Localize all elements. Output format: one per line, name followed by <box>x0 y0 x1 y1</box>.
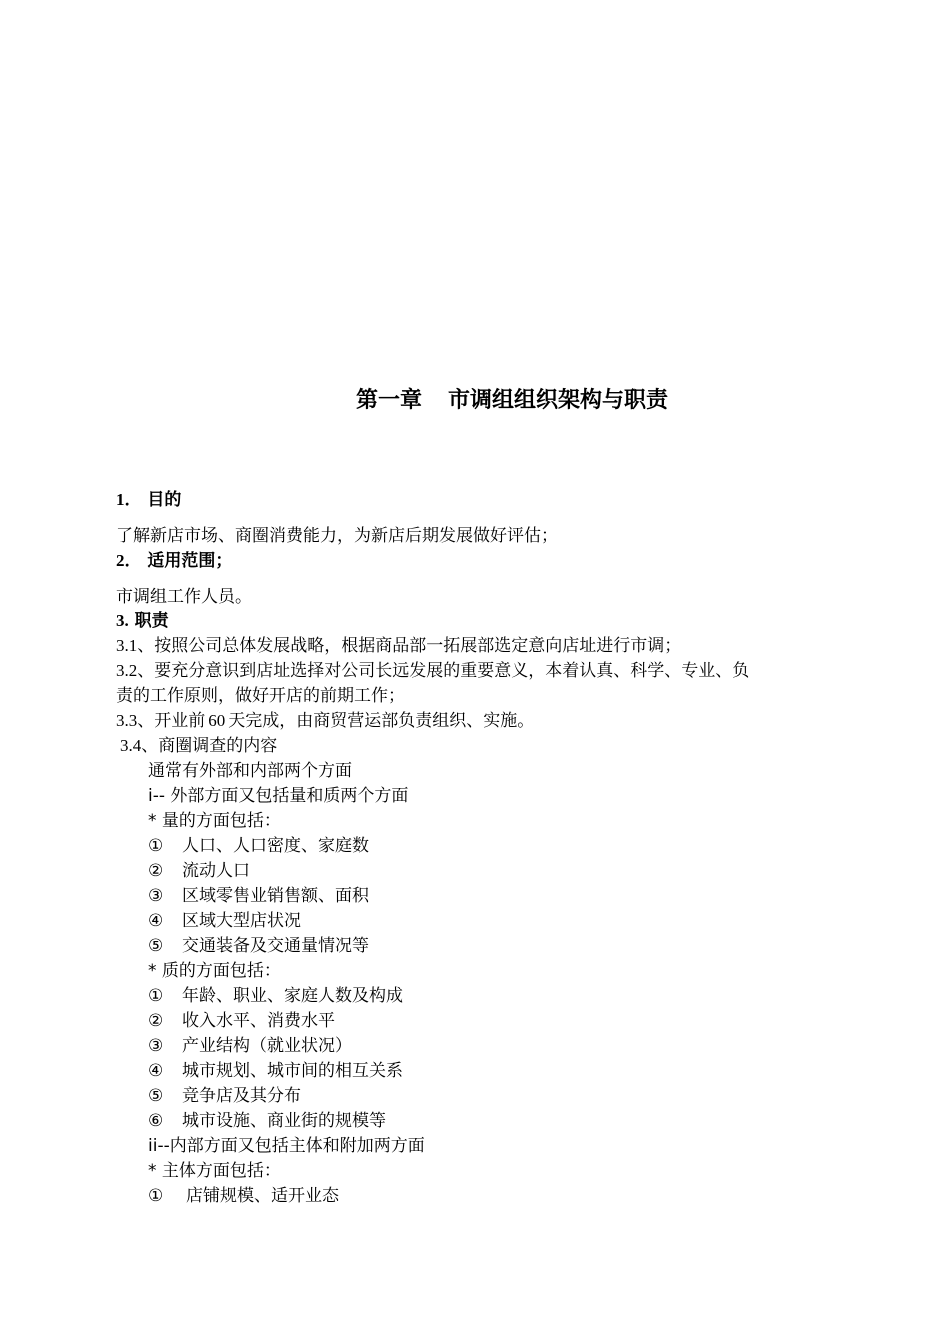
list-item: ③ 产业结构（就业状况） <box>148 1036 352 1056</box>
list-item: ① 年龄、职业、家庭人数及构成 <box>148 986 403 1006</box>
list-item: ③ 区域零售业销售额、面积 <box>148 886 369 906</box>
list-item: ⑤ 竞争店及其分布 <box>148 1086 301 1106</box>
main-heading: * 主体方面包括： <box>148 1161 281 1181</box>
chapter-title <box>356 383 668 414</box>
section-3-1: 3.1、按照公司总体发展战略，根据商品部一拓展部选定意向店址进行市调； <box>116 636 682 656</box>
section-3-2-continued: 责的工作原则，做好开店的前期工作； <box>116 686 405 706</box>
section-3-heading: 3. 职责 <box>116 611 169 631</box>
section-3-3: 3.3、开业前 60 天完成，由商贸营运部负责组织、实施。 <box>116 711 535 731</box>
section-3-4: 3.4、商圈调查的内容 <box>120 736 278 756</box>
list-item: ② 收入水平、消费水平 <box>148 1011 335 1031</box>
chapter-name: 市调组组织架构与职责 <box>448 388 669 413</box>
list-item: ② 流动人口 <box>148 861 250 881</box>
quantity-heading: * 量的方面包括： <box>148 811 281 831</box>
content-intro: 通常有外部和内部两个方面 <box>148 761 352 781</box>
section-3-2: 3.2、要充分意识到店址选择对公司长远发展的重要意义，本着认真、科学、专业、负 <box>116 661 750 681</box>
section-1-body: 了解新店市场、商圈消费能力，为新店后期发展做好评估； <box>116 526 558 546</box>
list-item: ① 店铺规模、适开业态 <box>148 1186 339 1206</box>
list-item: ④ 城市规划、城市间的相互关系 <box>148 1061 403 1081</box>
section-2-body: 市调组工作人员。 <box>116 587 252 607</box>
section-2-heading: 2． 适用范围； <box>116 551 233 571</box>
external-heading: i-- 外部方面又包括量和质两个方面 <box>148 786 409 806</box>
list-item: ④ 区域大型店状况 <box>148 911 301 931</box>
section-1-heading: 1． 目的 <box>116 490 182 510</box>
list-item: ⑤ 交通装备及交通量情况等 <box>148 936 369 956</box>
quality-heading: * 质的方面包括： <box>148 961 281 981</box>
internal-heading: ii--内部方面又包括主体和附加两方面 <box>148 1136 425 1156</box>
list-item: ⑥ 城市设施、商业街的规模等 <box>148 1111 386 1131</box>
chapter-label: 第一章 <box>356 388 423 413</box>
list-item: ① 人口、人口密度、家庭数 <box>148 836 369 856</box>
